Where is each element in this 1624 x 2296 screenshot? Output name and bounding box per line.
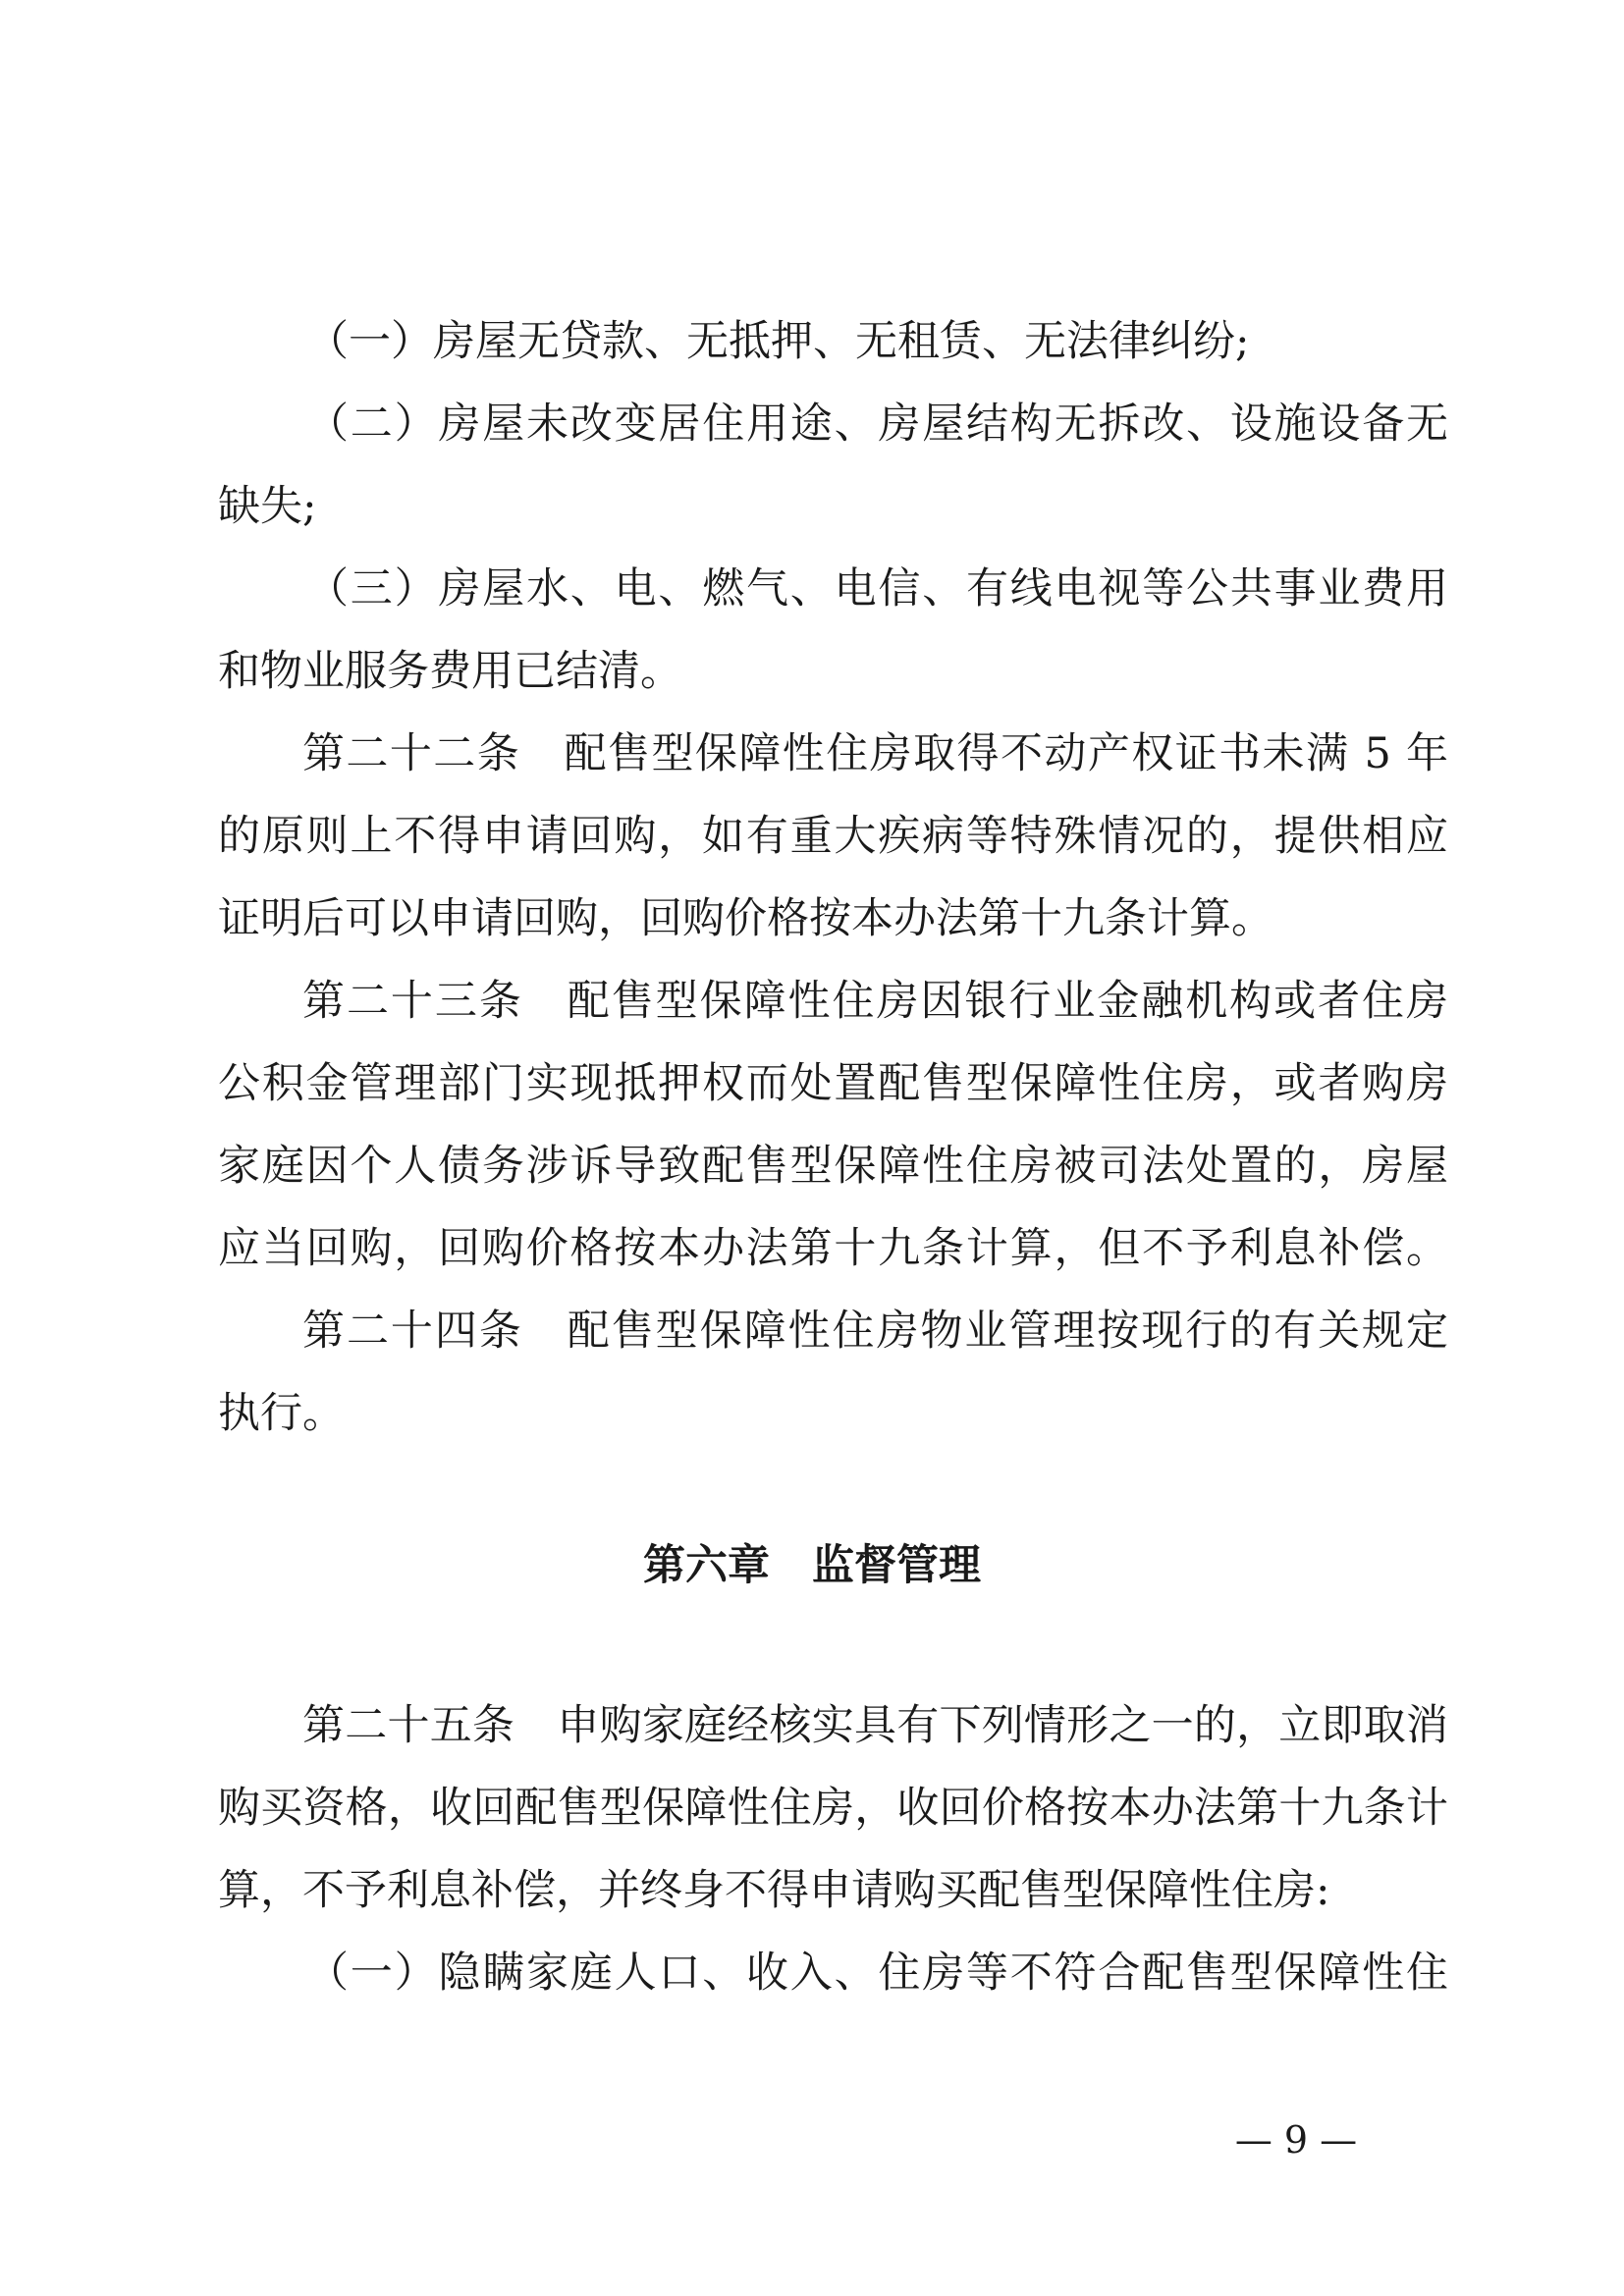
paragraph-line bbox=[0, 1944, 1624, 2002]
paragraph-line bbox=[0, 807, 1624, 866]
line-text: 第二十二条 配售型保障性住房取得不动产权证书未满 5 年 bbox=[302, 729, 1448, 778]
paragraph-line bbox=[0, 724, 1624, 783]
paragraph-line bbox=[0, 1219, 1624, 1278]
line-text: （一）隐瞒家庭人口、收入、住房等不符合配售型保障性住 bbox=[306, 1949, 1448, 1998]
line-text: （一）房屋无贷款、无抵押、无租赁、无法律纠纷; bbox=[306, 317, 1250, 366]
line-text: 第二十三条 配售型保障性住房因银行业金融机构或者住房 bbox=[302, 977, 1448, 1026]
line-text: 证明后可以申请回购，回购价格按本办法第十九条计算。 bbox=[218, 894, 1273, 943]
line-text: 应当回购，回购价格按本办法第十九条计算，但不予利息补偿。 bbox=[218, 1224, 1448, 1273]
paragraph-line bbox=[0, 1384, 1624, 1443]
paragraph-line bbox=[0, 312, 1624, 371]
paragraph-line bbox=[0, 477, 1624, 536]
line-text: 公积金管理部门实现抵押权而处置配售型保障性住房，或者购房 bbox=[218, 1059, 1448, 1108]
paragraph-line bbox=[0, 1779, 1624, 1838]
chapter-heading: 第六章 监督管理 bbox=[643, 1541, 981, 1590]
line-text: （二）房屋未改变居住用途、房屋结构无拆改、设施设备无 bbox=[306, 400, 1448, 449]
paragraph-line bbox=[0, 642, 1624, 701]
line-text: 缺失; bbox=[218, 482, 317, 531]
paragraph-line bbox=[0, 1861, 1624, 1920]
line-text: 执行。 bbox=[218, 1389, 345, 1438]
line-text: 购买资格，收回配售型保障性住房，收回价格按本办法第十九条计 bbox=[218, 1784, 1448, 1833]
paragraph-line bbox=[0, 1137, 1624, 1196]
paragraph-line bbox=[0, 889, 1624, 948]
paragraph-line bbox=[0, 1302, 1624, 1361]
line-text: 的原则上不得申请回购，如有重大疾病等特殊情况的，提供相应 bbox=[218, 812, 1448, 861]
page-number: — 9 — bbox=[1234, 2118, 1358, 2162]
line-text: 算，不予利息补偿，并终身不得申请购买配售型保障性住房: bbox=[218, 1866, 1330, 1915]
paragraph-line bbox=[0, 1696, 1624, 1755]
line-text: 第二十四条 配售型保障性住房物业管理按现行的有关规定 bbox=[302, 1307, 1448, 1356]
paragraph-line bbox=[0, 395, 1624, 454]
line-text: 和物业服务费用已结清。 bbox=[218, 647, 682, 696]
line-text: （三）房屋水、电、燃气、电信、有线电视等公共事业费用 bbox=[306, 564, 1448, 614]
paragraph-line bbox=[0, 972, 1624, 1031]
line-text: 第二十五条 申购家庭经核实具有下列情形之一的，立即取消 bbox=[302, 1701, 1448, 1750]
paragraph-line bbox=[0, 560, 1624, 618]
paragraph-line bbox=[0, 1054, 1624, 1113]
line-text: 家庭因个人债务涉诉导致配售型保障性住房被司法处置的，房屋 bbox=[218, 1142, 1448, 1191]
